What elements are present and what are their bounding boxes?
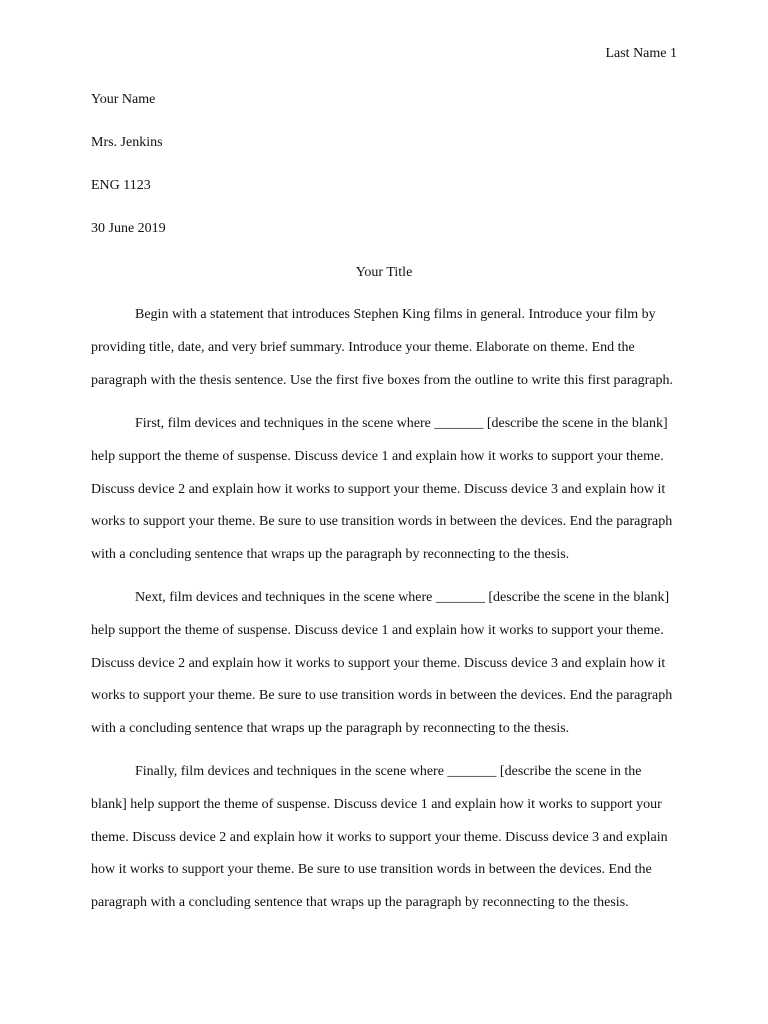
course-name: ENG 1123 bbox=[91, 178, 151, 193]
instructor-name: Mrs. Jenkins bbox=[91, 135, 163, 150]
body-paragraph-2: Next, film devices and techniques in the scene where _______ [describe the scene in the blank] help support the theme of suspense. Discuss device 1 and explain how it works to support your theme. Discuss device 2 and explain how it works to support your theme. Discuss device 3 and explain how it works to support your theme. Be sure to use transition words in between the devices. End the paragraph with a concluding sentence that wraps up the paragraph by reconnecting to the thesis. bbox=[91, 590, 673, 736]
intro-paragraph: Begin with a statement that introduces Stephen King films in general. Introduce your film by providing title, date, and very brief summary. Introduce your theme. Elaborate on theme. End the paragraph with the thesis sentence. Use the first five boxes from the outline to write this first paragraph. bbox=[91, 307, 673, 388]
document-title: Your Title bbox=[355, 265, 413, 280]
running-header: Last Name 1 bbox=[605, 46, 677, 61]
body-paragraph-1: First, film devices and techniques in the scene where _______ [describe the scene in the blank] help support the theme of suspense. Discuss device 1 and explain how it works to support your theme. Discuss device 2 and explain how it works to support your theme. Discuss device 3 and explain how it works to support your theme. Be sure to use transition words in between the devices. End the paragraph with a concluding sentence that wraps up the paragraph by reconnecting to the thesis. bbox=[91, 416, 673, 562]
document-date: 30 June 2019 bbox=[91, 221, 166, 236]
student-name: Your Name bbox=[91, 92, 156, 107]
body-paragraph-3: Finally, film devices and techniques in the scene where _______ [describe the scene in the blank] help support the theme of suspense. Discuss device 1 and explain how it works to support your theme. Discuss device 2 and explain how it works to support your theme. Discuss device 3 and explain how it works to support your theme. Be sure to use transition words in between the devices. End the paragraph with a concluding sentence that wraps up the paragraph by reconnecting to the thesis. bbox=[91, 764, 668, 910]
